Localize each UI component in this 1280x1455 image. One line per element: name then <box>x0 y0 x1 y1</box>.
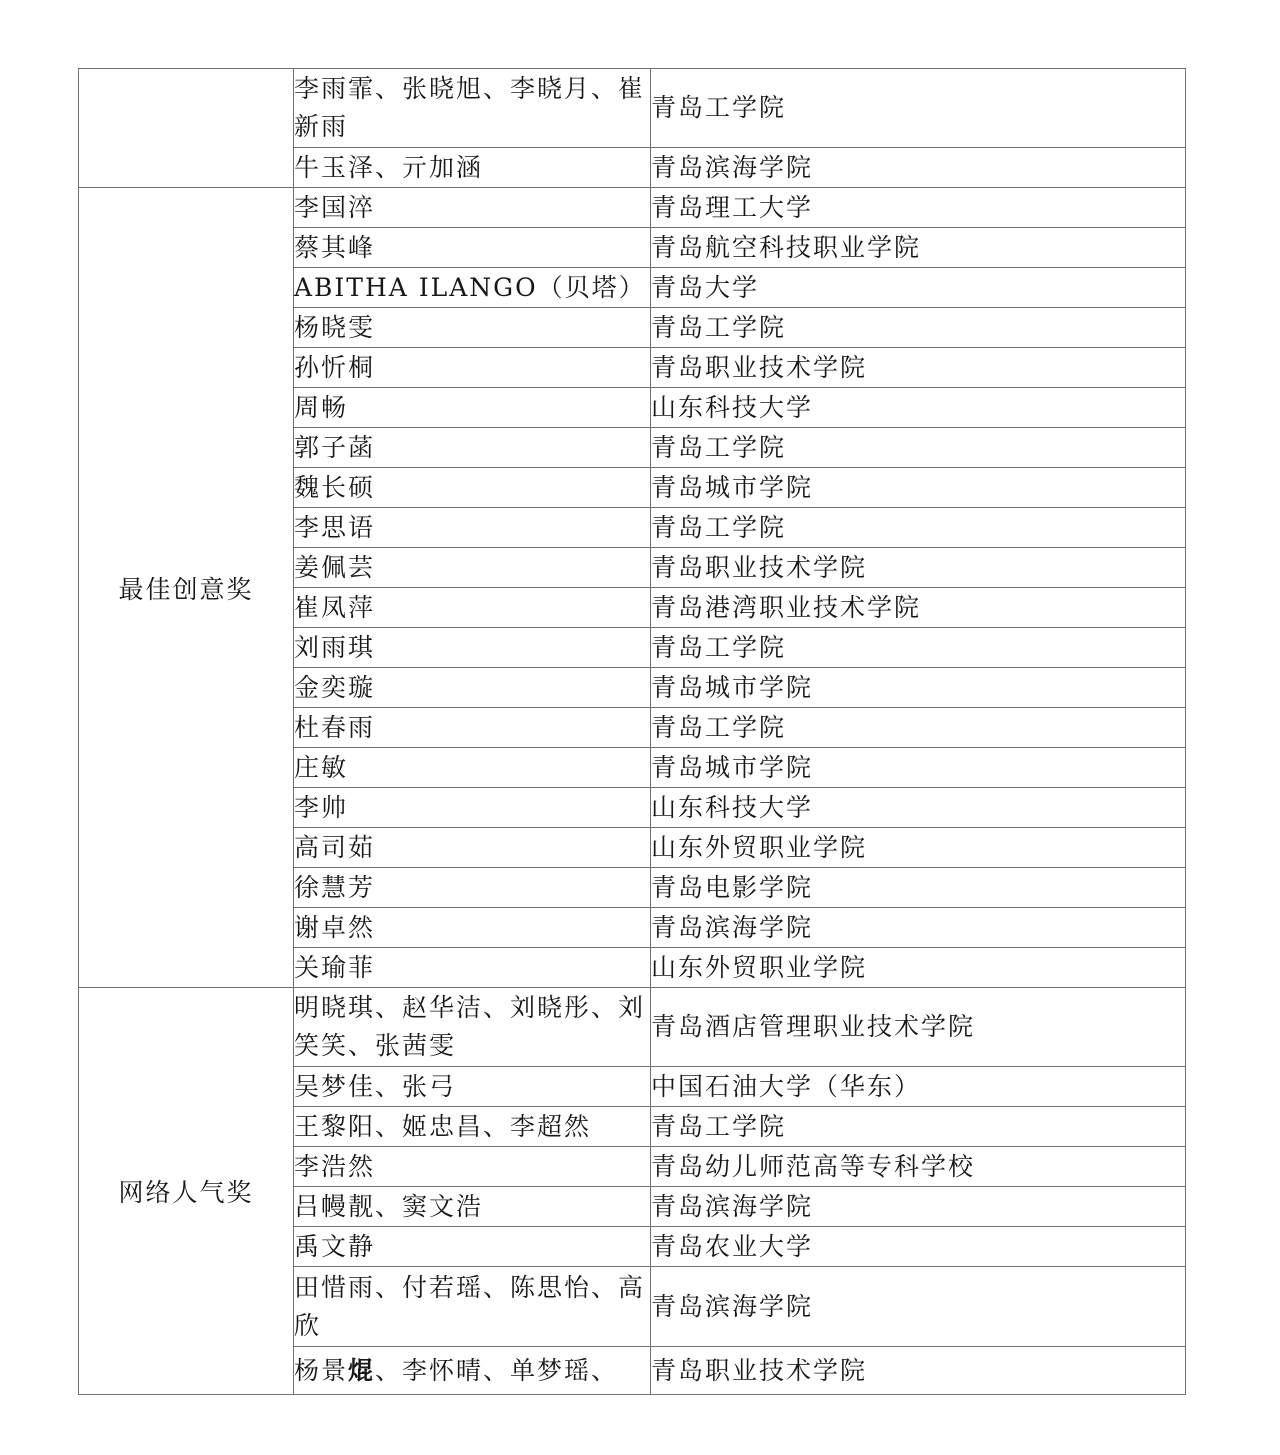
award-category-cell-0 <box>79 69 294 188</box>
school-cell: 青岛城市学院 <box>651 668 1186 708</box>
school-cell: 青岛电影学院 <box>651 868 1186 908</box>
name-text: 谢卓然 <box>294 912 376 942</box>
school-cell: 青岛理工大学 <box>651 188 1186 228</box>
name-text: 金奕璇 <box>294 672 376 702</box>
winner-names-cell <box>294 69 651 148</box>
school-cell: 青岛航空科技职业学院 <box>651 228 1186 268</box>
awards-table-body <box>79 69 1186 1395</box>
school-cell: 青岛农业大学 <box>651 1227 1186 1267</box>
winner-names-cell <box>294 1347 651 1395</box>
school-cell: 青岛工学院 <box>651 708 1186 748</box>
name-text: 李浩然 <box>294 1151 376 1181</box>
name-text: 牛玉泽、亓加涵 <box>294 152 484 182</box>
name-text: 徐慧芳 <box>294 872 376 902</box>
winner-names-cell <box>294 148 651 188</box>
name-text: 杜春雨 <box>294 712 376 742</box>
name-text: 魏长硕 <box>294 472 376 502</box>
school-cell: 山东科技大学 <box>651 788 1186 828</box>
name-text: 郭子菡 <box>294 432 376 462</box>
winner-names-cell <box>294 308 651 348</box>
name-text: 李雨霏、张晓旭、李晓月、崔新雨 <box>294 74 646 141</box>
name-text: 庄敏 <box>294 752 349 782</box>
name-text: 姜佩芸 <box>294 552 376 582</box>
school-cell: 青岛工学院 <box>651 69 1186 148</box>
winner-names-cell <box>294 548 651 588</box>
name-text: 李思语 <box>294 512 376 542</box>
name-text: 杨景 <box>294 1355 349 1385</box>
name-text: 高司茹 <box>294 832 376 862</box>
school-cell: 青岛城市学院 <box>651 468 1186 508</box>
school-cell: 青岛工学院 <box>651 508 1186 548</box>
winner-names-cell <box>294 948 651 988</box>
name-text: 田惜雨、付若瑶、陈思怡、高欣 <box>294 1272 646 1340</box>
name-text: ABITHA ILANGO（贝塔） <box>294 272 646 302</box>
school-cell: 山东外贸职业学院 <box>651 948 1186 988</box>
school-cell: 青岛滨海学院 <box>651 148 1186 188</box>
school-cell: 青岛工学院 <box>651 308 1186 348</box>
name-text: 吕幔靓、窦文浩 <box>294 1191 484 1221</box>
table-row <box>79 188 1186 228</box>
winner-names-cell <box>294 908 651 948</box>
winner-names-cell <box>294 1187 651 1227</box>
winner-names-cell <box>294 868 651 908</box>
winner-names-cell <box>294 988 651 1067</box>
table-row <box>79 69 1186 148</box>
winner-names-cell <box>294 588 651 628</box>
school-cell: 青岛滨海学院 <box>651 1187 1186 1227</box>
winner-names-cell <box>294 508 651 548</box>
name-text: 王黎阳、姬忠昌、李超然 <box>294 1111 592 1141</box>
name-text: 李帅 <box>294 792 349 822</box>
table-row <box>79 988 1186 1067</box>
winner-names-cell <box>294 628 651 668</box>
name-text: 周畅 <box>294 392 349 422</box>
winner-names-cell <box>294 828 651 868</box>
name-text: 李国淬 <box>294 192 376 222</box>
winner-names-cell <box>294 1147 651 1187</box>
school-cell: 山东外贸职业学院 <box>651 828 1186 868</box>
award-category-cell-2: 网络人气奖 <box>79 988 294 1395</box>
winner-names-cell <box>294 428 651 468</box>
name-text: 刘雨琪 <box>294 632 376 662</box>
school-cell: 青岛工学院 <box>651 1107 1186 1147</box>
name-text: 明晓琪、赵华洁、刘晓彤、刘笑笑、张茜雯 <box>294 993 646 1060</box>
winner-names-cell <box>294 388 651 428</box>
name-text: 关瑜菲 <box>294 952 376 982</box>
awards-table <box>78 68 1186 1395</box>
name-text: 蔡其峰 <box>294 232 376 262</box>
school-cell: 青岛酒店管理职业技术学院 <box>651 988 1186 1067</box>
school-cell: 青岛城市学院 <box>651 748 1186 788</box>
winner-names-cell <box>294 708 651 748</box>
winner-names-cell <box>294 348 651 388</box>
winner-names-cell <box>294 668 651 708</box>
winner-names-cell <box>294 1227 651 1267</box>
winner-names-cell <box>294 1107 651 1147</box>
name-text: 崔凤萍 <box>294 592 376 622</box>
winner-names-cell <box>294 188 651 228</box>
winner-names-cell <box>294 788 651 828</box>
school-cell: 青岛港湾职业技术学院 <box>651 588 1186 628</box>
name-text: 、李怀晴、单梦瑶、 <box>375 1355 619 1385</box>
winner-names-cell <box>294 748 651 788</box>
winner-names-cell <box>294 468 651 508</box>
winner-names-cell <box>294 1067 651 1107</box>
name-text: 禹文静 <box>294 1231 376 1261</box>
school-cell: 青岛幼儿师范高等专科学校 <box>651 1147 1186 1187</box>
school-cell: 青岛滨海学院 <box>651 1267 1186 1347</box>
school-cell: 青岛大学 <box>651 268 1186 308</box>
winner-names-cell <box>294 1267 651 1347</box>
school-cell: 青岛职业技术学院 <box>651 1347 1186 1395</box>
school-cell: 青岛工学院 <box>651 628 1186 668</box>
school-cell: 青岛职业技术学院 <box>651 548 1186 588</box>
winner-names-cell <box>294 228 651 268</box>
name-text: 孙忻桐 <box>294 352 376 382</box>
name-text: 吴梦佳、张弓 <box>294 1071 457 1101</box>
school-cell: 中国石油大学（华东） <box>651 1067 1186 1107</box>
award-category-cell-1: 最佳创意奖 <box>79 188 294 988</box>
bold-character: 焜 <box>348 1355 376 1385</box>
school-cell: 青岛职业技术学院 <box>651 348 1186 388</box>
name-text: 杨晓雯 <box>294 312 376 342</box>
winner-names-cell <box>294 268 651 308</box>
school-cell: 青岛滨海学院 <box>651 908 1186 948</box>
school-cell: 山东科技大学 <box>651 388 1186 428</box>
school-cell: 青岛工学院 <box>651 428 1186 468</box>
